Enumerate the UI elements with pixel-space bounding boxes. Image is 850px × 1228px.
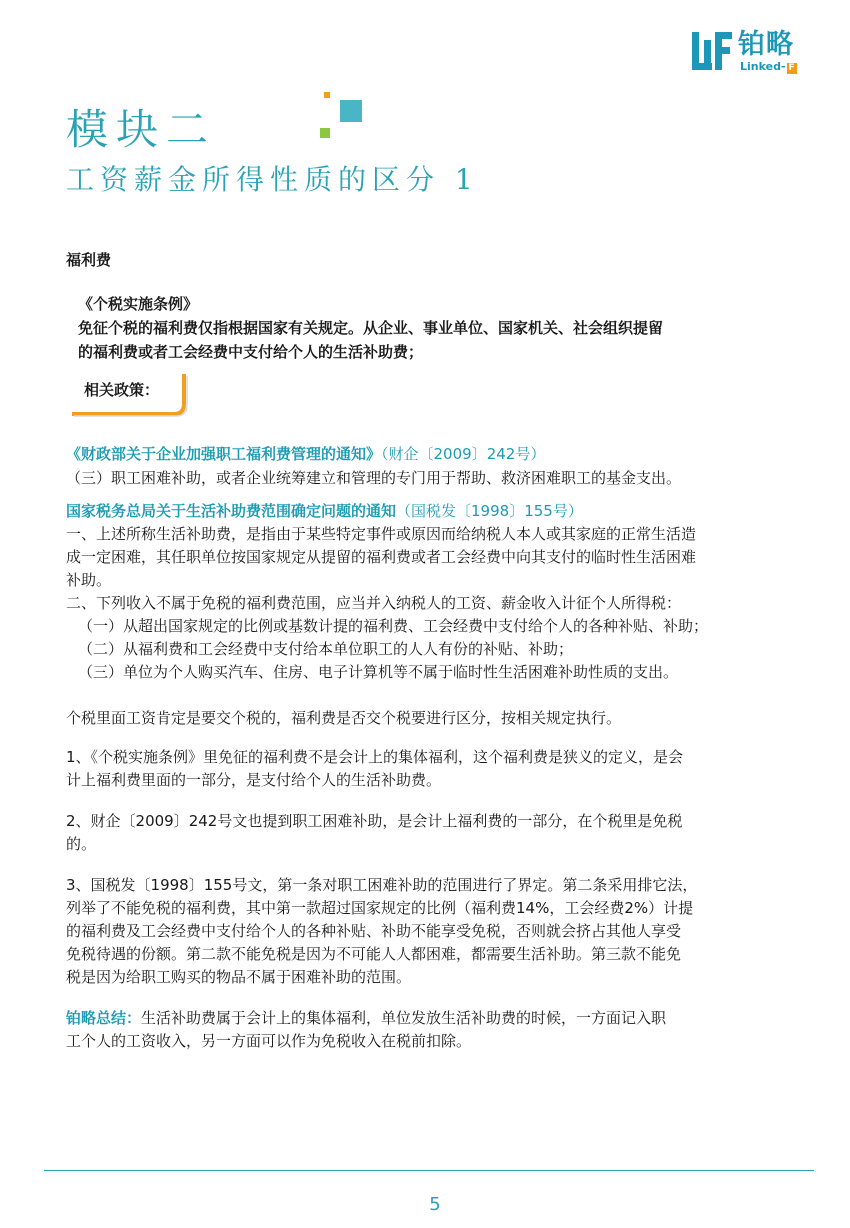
analysis-point1-line: 1、《个税实施条例》里免征的福利费不是会计上的集体福利，这个福利费是狭义的定义，是会 <box>66 748 684 766</box>
policy1-line: （三）职工困难补助，或者企业统筹建立和管理的专门用于帮助、救济困难职工的基金支出。 <box>66 469 682 487</box>
analysis-point1-line: 计上福利费里面的一部分，是支付给个人的生活补助费。 <box>66 771 442 789</box>
summary-label: 铂略总结： <box>66 1009 142 1027</box>
analysis-point3-line: 的福利费及工会经费中支付给个人的各种补贴、补助不能享受免税，否则就会挤占其他人享受 <box>66 922 682 940</box>
analysis-point3-line: 列举了不能免税的福利费，其中第一款超过国家规定的比例（福利费14%，工会经费2%）计提 <box>66 899 694 917</box>
policy2-line: （三）单位为个人购买汽车、住房、电子计算机等不属于临时性生活困难补助性质的支出。 <box>78 663 679 681</box>
policy2-line: 补助。 <box>66 571 112 589</box>
summary-text: 生活补助费属于会计上的集体福利，单位发放生活补助费的时候，一方面记入职 <box>141 1009 667 1027</box>
logo-name-cn: 铂略 <box>738 29 794 60</box>
policy-label: 相关政策： <box>84 381 160 399</box>
policy2-line: 二、下列收入不属于免税的福利费范围，应当并入纳税人的工资、薪金收入计征个人所得税： <box>66 594 682 612</box>
section-heading: 福利费 <box>66 251 112 269</box>
footer-divider <box>44 1170 814 1171</box>
policy2-line: （一）从超出国家规定的比例或基数计提的福利费、工会经费中支付给个人的各种补贴、补助； <box>78 617 709 635</box>
quote-line: 免征个税的福利费仅指根据国家有关规定。从企业、事业单位、国家机关、社会组织提留 <box>78 319 664 337</box>
policy2-line: （二）从福利费和工会经费中支付给本单位职工的人人有份的补贴、补助； <box>78 640 574 658</box>
regulation-quote <box>78 292 798 364</box>
logo-f-mark: F <box>788 63 795 73</box>
logo-mark-icon <box>692 32 732 70</box>
policy2-line: 一、上述所称生活补助费，是指由于某些特定事件或原因而给纳税人本人或其家庭的正常生活造 <box>66 525 697 543</box>
logo-name-en: Linked- F <box>740 60 795 73</box>
policy1-ref: （财企〔2009〕242号） <box>381 445 546 463</box>
quote-line: 的福利费或者工会经费中支付给个人的生活补助费； <box>78 343 424 361</box>
quote-title: 《个税实施条例》 <box>78 295 199 313</box>
policy2-heading <box>66 500 583 522</box>
policy1-heading <box>66 443 545 465</box>
analysis-point3-line: 3、国税发〔1998〕155号文，第一条对职工困难补助的范围进行了界定。第二条采用排它法， <box>66 876 698 894</box>
page-number: 5 <box>429 1194 441 1215</box>
policy1-title: 《财政部关于企业加强职工福利费管理的通知》 <box>66 445 382 463</box>
analysis-intro: 个税里面工资肯定是要交个税的，福利费是否交个税要进行区分，按相关规定执行。 <box>66 709 622 727</box>
analysis-point3-line: 税是因为给职工购买的物品不属于困难补助的范围。 <box>66 968 412 986</box>
brand-logo <box>692 30 814 74</box>
summary-line <box>66 1007 666 1029</box>
policy2-ref: （国税发〔1998〕155号） <box>396 502 583 520</box>
policy2-line: 成一定困难，其任职单位按国家规定从提留的福利费或者工会经费中向其支付的临时性生活困难 <box>66 548 697 566</box>
module-subtitle: 工资薪金所得性质的区分 1 <box>66 163 479 196</box>
policy2-title: 国家税务总局关于生活补助费范围确定问题的通知 <box>66 502 397 520</box>
analysis-point2-line: 2、财企〔2009〕242号文也提到职工困难补助，是会计上福利费的一部分，在个税里是免税 <box>66 812 683 830</box>
module-title: 模块二 <box>66 105 217 154</box>
analysis-point2-line: 的。 <box>66 835 97 853</box>
analysis-point3-line: 免税待遇的份额。第二款不能免税是因为不可能人人都困难，都需要生活补助。第三款不能免 <box>66 945 682 963</box>
decorative-squares-icon <box>318 90 364 142</box>
summary-line: 工个人的工资收入，另一方面可以作为免税收入在税前扣除。 <box>66 1032 472 1050</box>
